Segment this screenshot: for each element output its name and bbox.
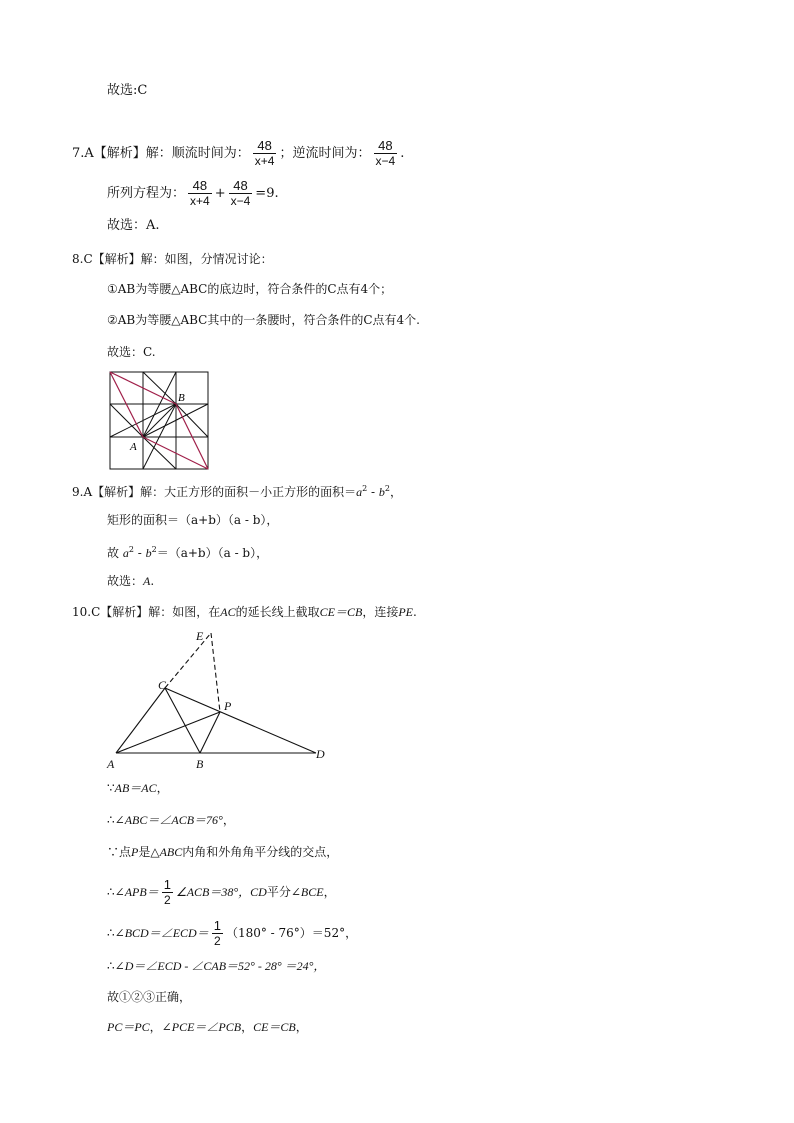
text: ，∠ <box>149 1020 172 1034</box>
expr: CE＝CB <box>253 1020 296 1034</box>
var-a: a <box>356 485 363 499</box>
q10-step-6 <box>107 957 325 975</box>
q10-step-2 <box>107 811 235 829</box>
frac-den: x+4 <box>254 154 275 168</box>
q10-step-1 <box>107 779 169 797</box>
label-b: B <box>178 392 185 404</box>
label-a: A <box>107 757 115 771</box>
expr: BCD＝∠ECD＝ <box>124 926 209 940</box>
text: 是△ <box>138 845 160 859</box>
fraction-half <box>162 877 173 908</box>
punct: ， <box>222 813 235 827</box>
segment <box>110 404 143 437</box>
q8-choose: 故选：C. <box>107 345 156 359</box>
q7-equation <box>107 178 279 209</box>
grid-figure <box>108 371 210 471</box>
text: ， <box>295 1020 308 1034</box>
label-a: A <box>130 441 137 453</box>
eq-ce-cb: CE＝CB <box>319 605 363 619</box>
label-d: D <box>316 747 325 761</box>
expr: ∠ACB＝38°， <box>175 885 251 899</box>
q7-fraction-1 <box>253 138 277 169</box>
segment-ab <box>143 404 176 437</box>
text: 平分∠ <box>266 885 301 899</box>
segment <box>143 437 176 469</box>
q9-line1 <box>72 480 402 501</box>
because: ∵点 <box>107 845 132 859</box>
q10-step-4 <box>107 877 336 908</box>
seg-pe: PE <box>398 605 413 619</box>
q7-intro: 7.A【解析】解：顺流时间为： <box>72 146 250 161</box>
label-p: P <box>224 699 232 713</box>
choose-pre: 故选： <box>107 574 144 588</box>
expr: APB＝ <box>124 885 159 899</box>
label-e: E <box>196 629 204 643</box>
expr: D＝∠ECD - ∠CAB＝52° - 28° ＝24°， <box>124 959 326 973</box>
q10-intro <box>72 603 417 621</box>
segment-ce-dashed <box>165 633 211 688</box>
frac-num: 48 <box>233 178 248 193</box>
q9-line3 <box>107 541 268 562</box>
expr: ABC＝∠ACB＝76° <box>124 813 223 827</box>
q7-eq-fraction-2 <box>229 178 253 209</box>
q7-eq-label: 所列方程为： <box>107 186 186 201</box>
q7-eq-fraction-1 <box>188 178 212 209</box>
text: . <box>413 605 417 619</box>
frac-den: 2 <box>162 892 173 908</box>
angle-bce: BCE <box>300 885 324 899</box>
choose-end: . <box>150 574 155 588</box>
frac-num: 48 <box>257 138 272 153</box>
frac-den: x−4 <box>230 194 251 208</box>
q9-line2: 矩形的面积＝（a+b）（a - b）， <box>107 513 279 527</box>
exp: 2 <box>384 484 390 493</box>
triangle-abc: ABC <box>159 845 183 859</box>
var-b: b <box>378 485 385 499</box>
therefore: ∴∠ <box>107 959 125 973</box>
q8-case-2: ②AB为等腰△ABC其中的一条腰时，符合条件的C点有4个. <box>107 313 420 327</box>
seg-cd: CD <box>250 885 267 899</box>
q7-line1 <box>72 138 404 169</box>
frac-den: 2 <box>212 933 223 949</box>
q7-plus: + <box>214 186 226 201</box>
op: - <box>133 546 146 560</box>
segment-ep-dashed <box>211 633 220 712</box>
text: 的延长线上截取 <box>235 605 320 619</box>
q9-l3-post: ＝（a+b）（a - b）， <box>156 546 269 560</box>
therefore: ∴∠ <box>107 885 125 899</box>
point-p: P <box>131 845 139 859</box>
exp: 2 <box>151 545 157 554</box>
text: ，连接 <box>362 605 399 619</box>
label-b: B <box>196 757 204 771</box>
expr: PCE＝∠PCB <box>171 1020 242 1034</box>
expr: AB＝AC <box>114 781 157 795</box>
expr: （180° - 76°）＝52°， <box>225 926 358 940</box>
exp: 2 <box>362 484 368 493</box>
q10-num: 10.C【解析】解：如图，在 <box>72 605 221 619</box>
segment <box>143 372 176 404</box>
q7-end: . <box>400 146 405 161</box>
frac-num: 48 <box>192 178 208 193</box>
q7-choose: 故选：A. <box>107 218 160 233</box>
q7-fraction-2 <box>374 138 398 169</box>
q7-eq-end: =9. <box>255 186 279 201</box>
q10-step-8 <box>107 1018 308 1036</box>
punct: ， <box>390 485 403 499</box>
q8-intro: 8.C【解析】解：如图，分情况讨论： <box>72 252 273 266</box>
q9-l3-pre: 故 <box>107 546 123 560</box>
frac-den: x−4 <box>375 154 396 168</box>
q8-case-1: ①AB为等腰△ABC的底边时，符合条件的C点有4个； <box>107 282 393 296</box>
choose-val: A <box>143 574 151 588</box>
frac-num: 1 <box>213 918 221 933</box>
therefore: ∴∠ <box>107 926 125 940</box>
punct: ， <box>156 781 169 795</box>
exp: 2 <box>128 545 134 554</box>
frac-num: 1 <box>163 877 171 892</box>
q10-step-3 <box>107 843 338 861</box>
answer-6: 故选:C <box>107 83 148 98</box>
segment-cb <box>165 688 200 753</box>
expr: PC＝PC <box>107 1020 150 1034</box>
var-a: a <box>122 546 129 560</box>
q9-choose <box>107 572 154 590</box>
var-b: b <box>145 546 152 560</box>
text: 内角和外角角平分线的交点， <box>182 845 339 859</box>
segment-cd <box>165 688 316 753</box>
segment <box>176 404 208 437</box>
punct: ， <box>323 885 336 899</box>
op: - <box>367 485 379 499</box>
frac-den: x+4 <box>190 194 210 208</box>
q10-step-5 <box>107 918 357 949</box>
because: ∵ <box>107 781 115 795</box>
therefore: ∴∠ <box>107 813 125 827</box>
q9-intro: 9.A【解析】解：大正方形的面积－小正方形的面积＝ <box>72 485 357 499</box>
label-c: C <box>158 678 167 692</box>
fraction-half <box>212 918 223 949</box>
triangle-figure <box>100 628 340 774</box>
q7-mid: ；逆流时间为： <box>279 146 371 161</box>
seg-ac: AC <box>220 605 236 619</box>
frac-num: 48 <box>378 138 393 153</box>
q10-step-7: 故①②③正确， <box>107 990 192 1004</box>
text: ， <box>241 1020 254 1034</box>
